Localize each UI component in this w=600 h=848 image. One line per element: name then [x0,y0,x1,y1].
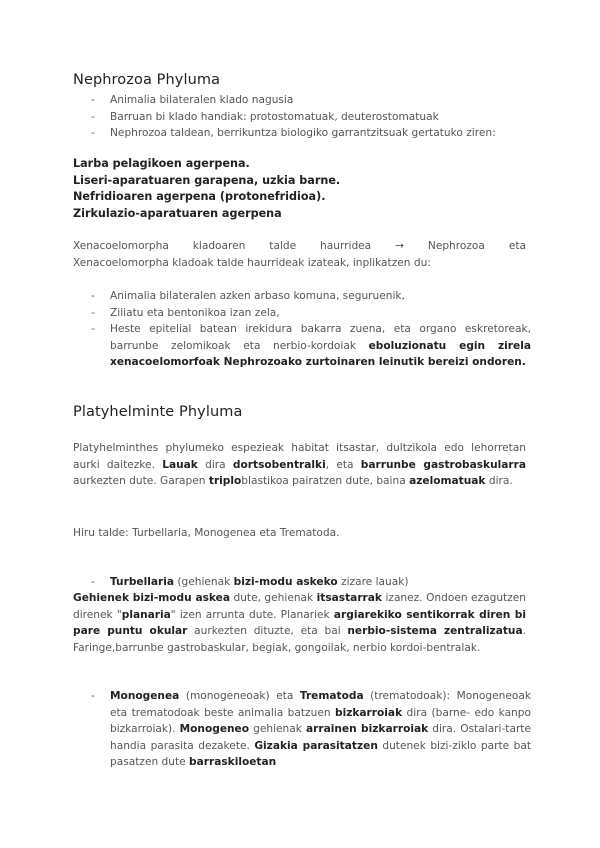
xeno-line-1: Xenacoelomorpha kladoaren talde haurridea → Nephrozoa eta [73,240,526,252]
turbellaria-paragraph: Gehienek bizi-modu askea dute, gehienak itsastarrak izanez. Ondoen ezagutzen direnek "planaria" izen arrunta dute. Planariek argiarekiko sentikorrak diren bi pare puntu okular aurkezten dituzte, eta bai nerbio-sistema zentralizatua. Faringe,barrunbe gastrobaskular, begiak, gongoilak, nerbio kordoi-bentralak. [73,592,527,654]
monogenea-trematoda-list [91,688,531,771]
innovation-line: Liseri-aparatuaren garapena, uzkia barne. [73,173,341,187]
section-title-platyhelminte: Platyhelminte Phyluma [73,404,243,420]
innovation-line: Zirkulazio-aparatuaren agerpena [73,206,282,220]
innovation-line: Nefridioaren agerpena (protonefridioa). [73,190,326,203]
innovations-list [73,156,340,222]
list-item: - Nephrozoa taldean, berrikuntza biologiko garrantzitsuak gertatuko ziren: [91,127,496,139]
implications-list [91,288,531,371]
xeno-line-2: Xenacoelomorpha kladoak talde haurrideak izateak, inplikatzen du: [73,256,431,269]
list-item: - Animalia bilateralen klado nagusia [91,94,294,106]
list-item: - Barruan bi klado handiak: protostomatuak, deuterostomatuak [91,110,439,123]
innovation-line: Larba pelagikoen agerpena. [73,157,250,170]
list-item: - Turbellaria (gehienak bizi-modu askeko zizare lauak) [91,576,409,588]
nephrozoa-bullet-list [91,92,531,142]
section-title-nephrozoa: Nephrozoa Phyluma [73,72,221,88]
turbellaria-list [91,574,531,591]
list-item: - Monogenea (monogeneoak) eta Trematoda (trematodoak): Monogeneoak eta trematodoak beste animalia batzuen bizkarroiak dira (barne- edo kanpo bizkarroiak). Monogeneo gehienak arrainen bizkarroiak dira. Ostalari-tarte handia parasita dezakete. Gizakia parasitatzen dutenek bizi-ziklo parte bat pasatzen dute barraskiloetan [91,690,531,768]
list-item: - Animalia bilateralen azken arbaso komuna, seguruenik, [91,290,405,302]
list-item: - Ziliatu eta bentonikoa izan zela, [91,306,280,319]
xenacoelomorpha-paragraph [73,238,526,271]
list-item: - Heste epitelial batean irekidura bakarra zuena, eta organo eskretoreak, barrunbe zelomikoak eta nerbio-kordoiak eboluzionatu egin zirela xenacoelomorfoak Nephrozoako zurtoinaren leinutik bereizi ondoren. [91,323,531,368]
three-groups-line: Hiru talde: Turbellaria, Monogenea eta Trematoda. [73,527,340,539]
platyhelminthes-intro-paragraph: Platyhelminthes phylumeko espezieak habitat itsastar, dultzikola edo lehorretan aurki daitezke. Lauak dira dortsobentralki, eta barrunbe gastrobaskularra aurkezten dute. Garapen triploblastikoa pairatzen dute, baina azelomatuak dira. [73,442,527,487]
